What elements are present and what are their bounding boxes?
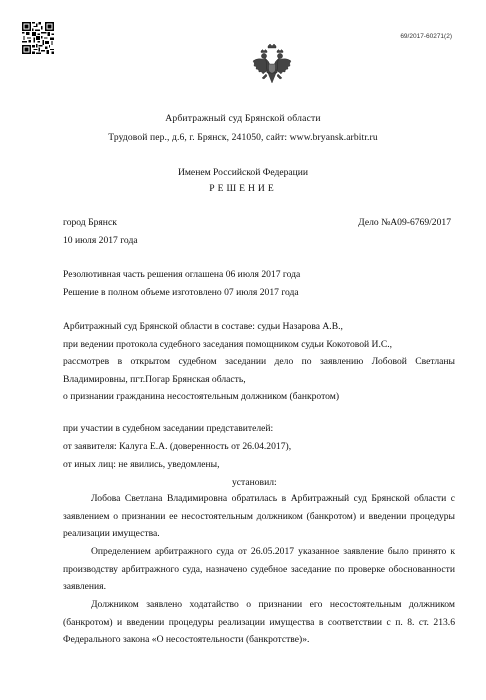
full-text-date-line: Решение в полном объеме изготовлено 07 июля 2017 года [63, 287, 299, 298]
subject-line: о признании гражданина несостоятельным должником (банкротом) [63, 391, 340, 402]
qr-code [22, 22, 54, 54]
other-parties: от иных лиц: не явились, уведомлены, [63, 459, 220, 470]
court-address: Трудовой пер., д.6, г. Брянск, 241050, сайт: www.bryansk.arbitr.ru [108, 132, 378, 143]
announced-date-line: Резолютивная часть решения оглашена 06 июля 2017 года [63, 269, 301, 280]
case-number: Дело №А09-6769/2017 [358, 217, 451, 228]
document-number: 69/2017-60271(2) [400, 33, 452, 40]
body-paragraph-1: Лобова Светлана Владимировна обратилась в Арбитражный суд Брянской области с заявлением о признании ее несостоятельным должником (банкротом) и введении процедуры реализации имущества. [63, 493, 455, 540]
court-name: Арбитражный суд Брянской области [165, 113, 321, 124]
coat-of-arms-emblem [252, 43, 292, 87]
applicant-representative: от заявителя: Калуга Е.А. (доверенность от 26.04.2017), [63, 441, 292, 452]
established-heading: установил: [232, 477, 277, 488]
city: город Брянск [63, 217, 117, 228]
body-paragraph-3: Должником заявлено ходатайство о признании его несостоятельным должником (банкротом) и введении процедуры реализации имущества в соответствии с п. 8. ст. 213.6 Федерального закона «О несостоятельности (банкротстве)». [63, 599, 455, 646]
participants-heading: при участии в судебном заседании представителей: [63, 423, 274, 434]
protocol-line: при ведении протокола судебного заседания помощником судьи Кокотовой И.С., [63, 339, 393, 350]
decision-date: 10 июля 2017 года [63, 235, 138, 246]
body-paragraph-2: Определением арбитражного суда от 26.05.2017 указанное заявление было принято к производству арбитражного суда, назначено судебное заседание по проверке обоснованности заявления. [63, 546, 455, 593]
document-title: РЕШЕНИЕ [209, 183, 277, 194]
case-paragraph: рассмотрев в открытом судебном заседании дело по заявлению Лобовой Светланы Владимировны, пгт.Погар Брянская область, [63, 356, 455, 385]
in-name-heading: Именем Российской Федерации [177, 167, 309, 178]
court-composition: Арбитражный суд Брянской области в составе: судьи Назарова А.В., [63, 321, 343, 332]
